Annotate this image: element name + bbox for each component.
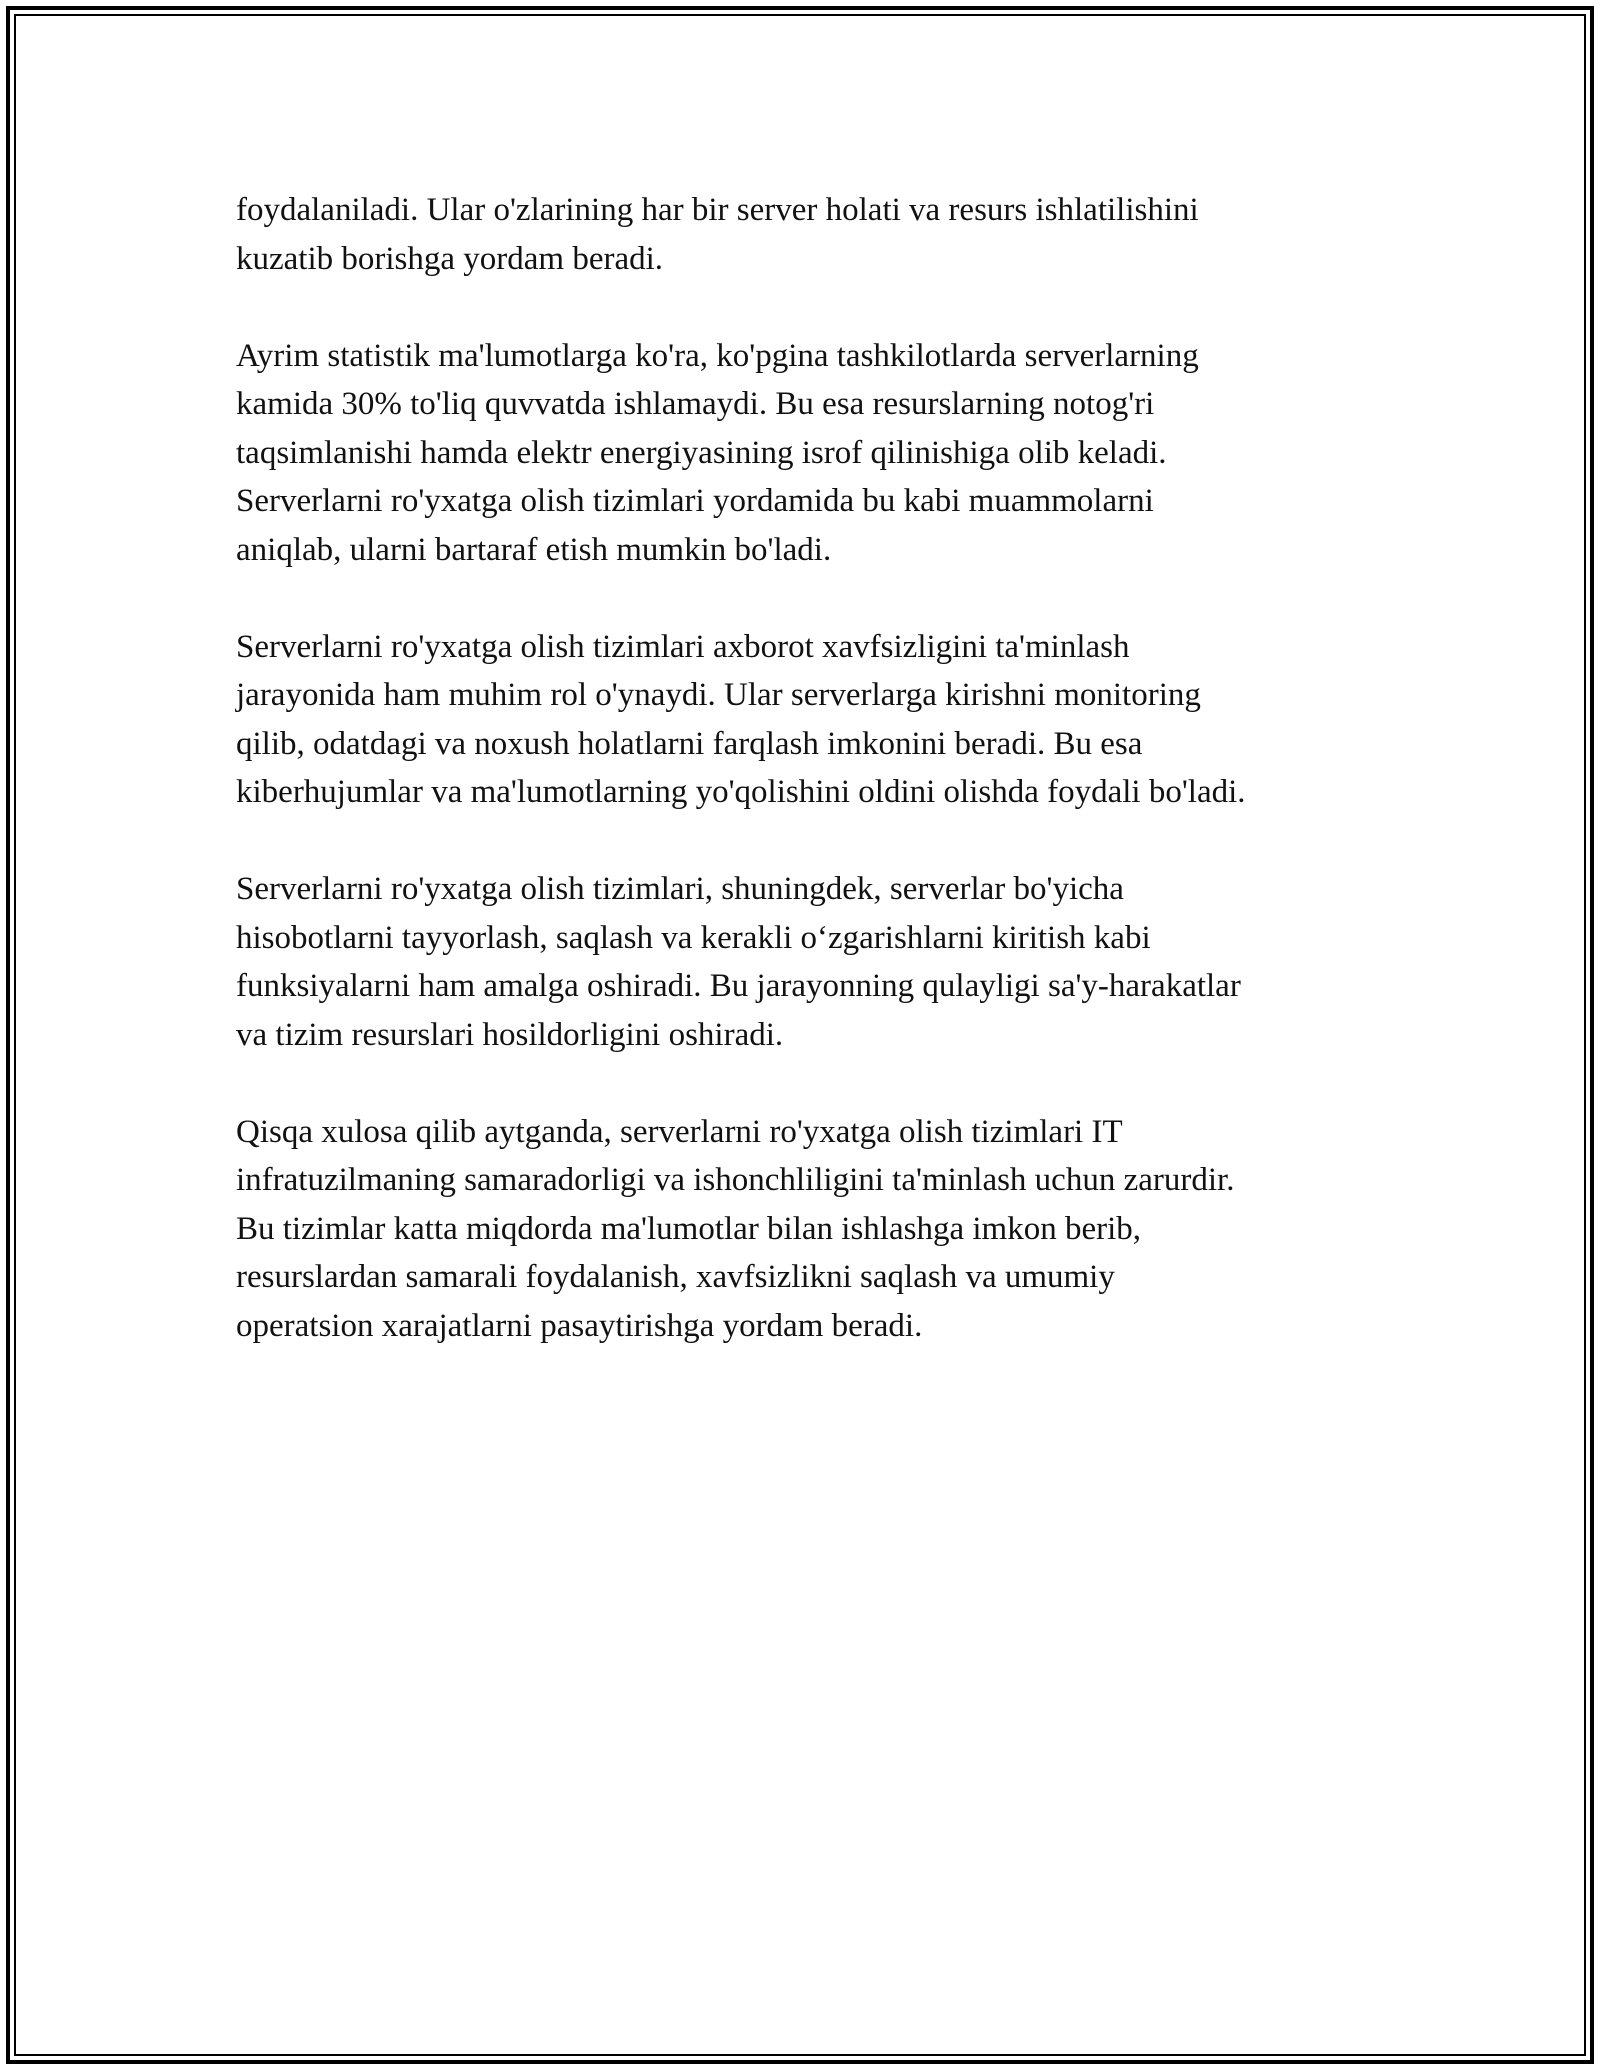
text-line: jarayonida ham muhim rol o'ynaydi. Ular serverlarga kirishni monitoring	[236, 677, 1201, 713]
paragraph-4	[236, 865, 1366, 1059]
text-line: resurslardan samarali foydalanish, xavfsizlikni saqlash va umumiy	[236, 1259, 1115, 1295]
text-line: hisobotlarni tayyorlash, saqlash va kerakli o‘zgarishlarni kiritish kabi	[236, 919, 1151, 956]
text-line: Serverlarni ro'yxatga olish tizimlari, shuningdek, serverlar bo'yicha	[236, 871, 1124, 907]
text-line: aniqlab, ularni bartaraf etish mumkin bo'ladi.	[236, 531, 832, 568]
text-line: kuzatib borishga yordam beradi.	[236, 240, 664, 277]
text-line: taqsimlanishi hamda elektr energiyasining isrof qilinishiga olib keladi.	[236, 434, 1167, 471]
text-line: Serverlarni ro'yxatga olish tizimlari yordamida bu kabi muammolarni	[236, 483, 1154, 519]
text-line: infratuzilmaning samaradorligi va ishonchliligini ta'minlash uchun zarurdir.	[236, 1162, 1235, 1198]
text-line: va tizim resurslari hosildorligini oshiradi.	[236, 1016, 784, 1053]
text-line: Serverlarni ro'yxatga olish tizimlari axborot xavfsizligini ta'minlash	[236, 628, 1130, 665]
text-line: kamida 30% to'liq quvvatda ishlamaydi. Bu esa resurslarning notog'ri	[236, 386, 1155, 422]
document-body	[236, 186, 1366, 1399]
text-line: Qisqa xulosa qilib aytganda, serverlarni ro'yxatga olish tizimlari IT	[236, 1113, 1123, 1150]
paragraph-1	[236, 186, 1366, 283]
text-line: funksiyalarni ham amalga oshiradi. Bu jarayonning qulayligi sa'y-harakatlar	[236, 968, 1241, 1004]
paragraph-5	[236, 1108, 1366, 1351]
text-line: operatsion xarajatlarni pasaytirishga yordam beradi.	[236, 1307, 923, 1344]
paragraph-3	[236, 623, 1366, 817]
text-line: qilib, odatdagi va noxush holatlarni farqlash imkonini beradi. Bu esa	[236, 725, 1143, 762]
text-line: foydalaniladi. Ular o'zlarining har bir server holati va resurs ishlatilishini	[236, 192, 1199, 228]
text-line: kiberhujumlar va ma'lumotlarning yo'qolishini oldini olishda foydali bo'ladi.	[236, 774, 1246, 810]
text-line: Ayrim statistik ma'lumotlarga ko'ra, ko'pgina tashkilotlarda serverlarning	[236, 337, 1199, 374]
paragraph-2	[236, 332, 1366, 575]
text-line: Bu tizimlar katta miqdorda ma'lumotlar bilan ishlashga imkon berib,	[236, 1210, 1142, 1247]
